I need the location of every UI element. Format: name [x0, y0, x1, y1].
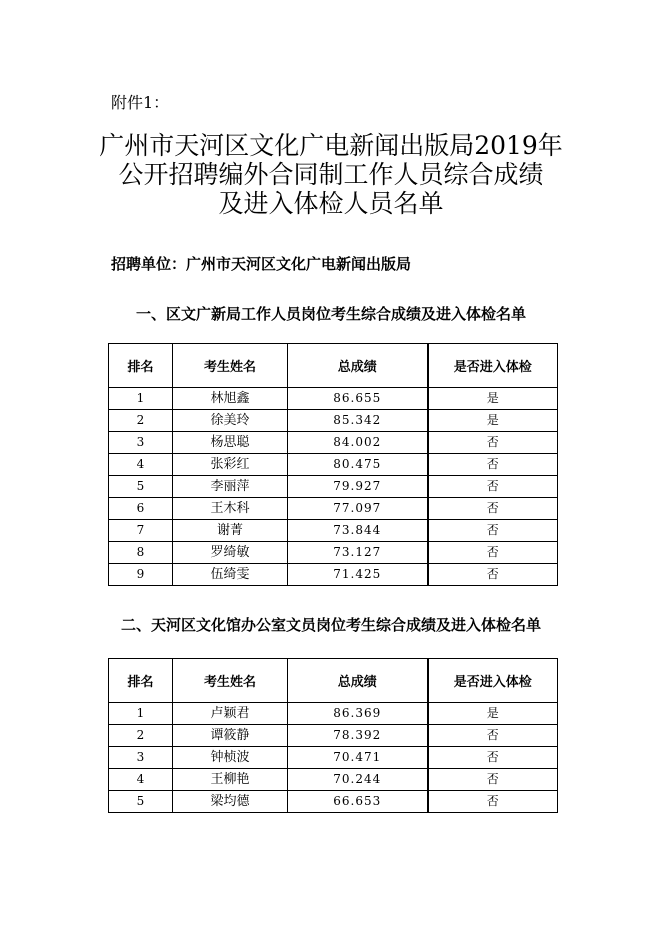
table-row — [109, 388, 558, 410]
rank-cell: 4 — [109, 769, 173, 791]
title-line-2: 公开招聘编外合同制工作人员综合成绩 — [118, 160, 544, 189]
score-cell: 71.425 — [288, 564, 428, 586]
name-cell: 卢颖君 — [173, 703, 288, 725]
table-row — [109, 703, 558, 725]
rank-cell: 7 — [109, 520, 173, 542]
rank-cell: 9 — [109, 564, 173, 586]
rank-cell: 5 — [109, 476, 173, 498]
rank-cell: 1 — [109, 703, 173, 725]
document-title — [70, 131, 592, 218]
section-1-table — [108, 343, 558, 586]
table-row — [109, 747, 558, 769]
score-cell: 73.844 — [288, 520, 428, 542]
title-line-1: 广州市天河区文化广电新闻出版局2019年 — [99, 131, 563, 160]
rank-cell: 8 — [109, 542, 173, 564]
physical-exam-cell: 否 — [428, 498, 558, 520]
header-rank: 排名 — [109, 344, 173, 388]
score-cell: 79.927 — [288, 476, 428, 498]
physical-exam-cell: 否 — [428, 476, 558, 498]
table-row — [109, 476, 558, 498]
rank-cell: 3 — [109, 432, 173, 454]
table-row — [109, 498, 558, 520]
name-cell: 张彩红 — [173, 454, 288, 476]
header-score: 总成绩 — [288, 659, 428, 703]
physical-exam-cell: 否 — [428, 520, 558, 542]
name-cell: 李丽萍 — [173, 476, 288, 498]
physical-exam-cell: 否 — [428, 791, 558, 813]
score-cell: 86.369 — [288, 703, 428, 725]
header-score: 总成绩 — [288, 344, 428, 388]
header-physical: 是否进入体检 — [428, 659, 558, 703]
score-cell: 66.653 — [288, 791, 428, 813]
header-physical: 是否进入体检 — [428, 344, 558, 388]
physical-exam-cell: 否 — [428, 725, 558, 747]
score-cell: 80.475 — [288, 454, 428, 476]
score-cell: 85.342 — [288, 410, 428, 432]
table-row — [109, 542, 558, 564]
score-cell: 77.097 — [288, 498, 428, 520]
name-cell: 谢菁 — [173, 520, 288, 542]
score-cell: 73.127 — [288, 542, 428, 564]
table-row — [109, 725, 558, 747]
name-cell: 徐美玲 — [173, 410, 288, 432]
rank-cell: 1 — [109, 388, 173, 410]
score-cell: 86.655 — [288, 388, 428, 410]
table-header-row — [109, 659, 558, 703]
table-row — [109, 791, 558, 813]
physical-exam-cell: 是 — [428, 703, 558, 725]
name-cell: 伍绮雯 — [173, 564, 288, 586]
rank-cell: 6 — [109, 498, 173, 520]
rank-cell: 3 — [109, 747, 173, 769]
name-cell: 王柳艳 — [173, 769, 288, 791]
score-cell: 70.244 — [288, 769, 428, 791]
table-row — [109, 769, 558, 791]
table-row — [109, 454, 558, 476]
name-cell: 梁均德 — [173, 791, 288, 813]
physical-exam-cell: 否 — [428, 432, 558, 454]
name-cell: 谭筱静 — [173, 725, 288, 747]
rank-cell: 2 — [109, 725, 173, 747]
table-row — [109, 432, 558, 454]
recruiting-unit: 招聘单位：广州市天河区文化广电新闻出版局 — [111, 255, 412, 273]
name-cell: 王木科 — [173, 498, 288, 520]
header-name: 考生姓名 — [173, 659, 288, 703]
rank-cell: 4 — [109, 454, 173, 476]
score-cell: 78.392 — [288, 725, 428, 747]
name-cell: 钟桢波 — [173, 747, 288, 769]
table-row — [109, 564, 558, 586]
physical-exam-cell: 否 — [428, 564, 558, 586]
attachment-label: 附件1： — [111, 93, 170, 112]
header-rank: 排名 — [109, 659, 173, 703]
physical-exam-cell: 否 — [428, 747, 558, 769]
name-cell: 杨思聪 — [173, 432, 288, 454]
score-cell: 70.471 — [288, 747, 428, 769]
table-row — [109, 410, 558, 432]
rank-cell: 2 — [109, 410, 173, 432]
table-row — [109, 520, 558, 542]
physical-exam-cell: 否 — [428, 542, 558, 564]
table-header-row — [109, 344, 558, 388]
name-cell: 林旭鑫 — [173, 388, 288, 410]
header-name: 考生姓名 — [173, 344, 288, 388]
physical-exam-cell: 否 — [428, 769, 558, 791]
rank-cell: 5 — [109, 791, 173, 813]
physical-exam-cell: 是 — [428, 410, 558, 432]
physical-exam-cell: 否 — [428, 454, 558, 476]
score-cell: 84.002 — [288, 432, 428, 454]
physical-exam-cell: 是 — [428, 388, 558, 410]
name-cell: 罗绮敏 — [173, 542, 288, 564]
section-2-title: 二、天河区文化馆办公室文员岗位考生综合成绩及进入体检名单 — [120, 616, 541, 634]
title-line-3: 及进入体检人员名单 — [218, 189, 444, 218]
section-2-table — [108, 658, 558, 813]
section-1-title: 一、区文广新局工作人员岗位考生综合成绩及进入体检名单 — [135, 305, 526, 323]
